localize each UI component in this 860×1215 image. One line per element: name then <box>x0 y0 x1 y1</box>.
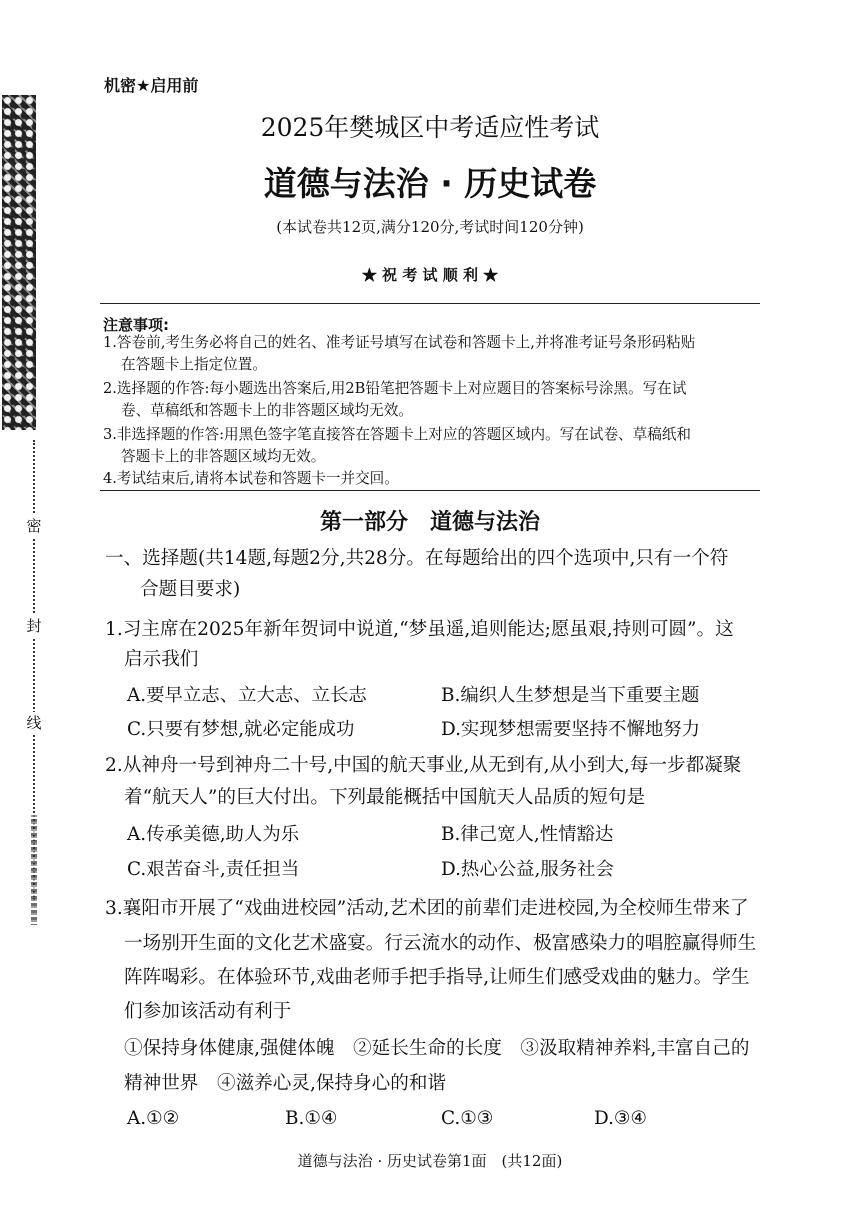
question-3-stem: 一场别开生面的文化艺术盛宴。行云流水的动作、极富感染力的唱腔赢得师生 <box>124 933 757 954</box>
paper-title: 道德与法治 · 历史试卷 <box>263 164 597 203</box>
question-2-stem: 2.从神舟一号到神舟二十号,中国的航天事业,从无到有,从小到大,每一步都凝聚 <box>105 755 742 776</box>
question-2-option-d: D.热心公益,服务社会 <box>441 859 614 880</box>
page-footer: 道德与法治 · 历史试卷第1面 (共12面) <box>297 1152 563 1170</box>
question-2-option-c: C.艰苦奋斗,责任担当 <box>127 859 300 880</box>
notice-line: 在答题卡上指定位置。 <box>121 356 267 373</box>
question-2-option-b: B.律己宽人,性情豁达 <box>441 824 614 845</box>
notice-bottom-rule <box>100 490 760 491</box>
question-1-stem: 1.习主席在2025年新年贺词中说道,“梦虽遥,追则能达;愿虽艰,持则可圆”。这 <box>105 619 734 640</box>
question-1-option-a: A.要早立志、立大志、立长志 <box>127 685 367 706</box>
notice-line: 3.非选择题的作答:用黑色签字笔直接答在答题卡上对应的答题区域内。写在试卷、草稿纸和 <box>103 426 692 443</box>
exam-title: 2025年樊城区中考适应性考试 <box>260 113 600 142</box>
question-3-option-d: D.③④ <box>594 1108 647 1129</box>
notice-line: 2.选择题的作答:每小题选出答案后,用2B铅笔把答题卡上对应题目的答案标号涂黑。写在试 <box>103 380 687 397</box>
seal-char-xian: 线 <box>24 712 44 734</box>
question-3-option-b: B.①④ <box>285 1108 338 1129</box>
question-3-stem: 精神世界 ④滋养心灵,保持身心的和谐 <box>124 1073 447 1094</box>
blessing: ★ 祝 考 试 顺 利 ★ <box>361 266 499 284</box>
notice-heading: 注意事项: <box>103 316 169 334</box>
question-3-option-c: C.①③ <box>441 1108 494 1129</box>
binding-pattern <box>2 95 36 430</box>
seal-char-feng: 封 <box>24 615 44 637</box>
binding-tail-mark <box>31 815 37 925</box>
part-title: 第一部分 道德与法治 <box>319 510 540 535</box>
notice-top-rule <box>100 303 760 304</box>
section-intro-line: 一、选择题(共14题,每题2分,共28分。在每题给出的四个选项中,只有一个符 <box>105 548 729 569</box>
question-3-stem: ①保持身体健康,强健体魄 ②延长生命的长度 ③汲取精神养料,丰富自己的 <box>124 1038 750 1059</box>
question-2-option-a: A.传承美德,助人为乐 <box>127 824 300 845</box>
notice-line: 4.考试结束后,请将本试卷和答题卡一并交回。 <box>103 470 399 487</box>
paper-info: (本试卷共12页,满分120分,考试时间120分钟) <box>276 218 584 236</box>
section-intro-line: 合题目要求) <box>140 579 241 600</box>
question-3-stem: 3.襄阳市开展了“戏曲进校园”活动,艺术团的前辈们走进校园,为全校师生带来了 <box>105 898 749 919</box>
notice-line: 卷、草稿纸和答题卡上的非答题区域均无效。 <box>121 402 413 419</box>
question-3-stem: 们参加该活动有利于 <box>124 1001 292 1022</box>
question-1-stem: 启示我们 <box>124 649 199 670</box>
question-1-option-d: D.实现梦想需要坚持不懈地努力 <box>441 719 701 740</box>
notice-line: 1.答卷前,考生务必将自己的姓名、准考证号填写在试卷和答题卡上,并将准考证号条形码粘贴 <box>103 334 696 351</box>
seal-char-mi: 密 <box>24 515 44 537</box>
question-2-stem: 着“航天人”的巨大付出。下列最能概括中国航天人品质的短句是 <box>124 787 646 808</box>
question-1-option-c: C.只要有梦想,就必定能成功 <box>127 719 355 740</box>
question-3-stem: 阵阵喝彩。在体验环节,戏曲老师手把手指导,让师生们感受戏曲的魅力。学生 <box>124 967 750 988</box>
notice-line: 答题卡上的非答题区域均无效。 <box>121 448 326 465</box>
question-3-option-a: A.①② <box>127 1108 180 1129</box>
confidential-label: 机密★启用前 <box>104 76 199 95</box>
question-1-option-b: B.编织人生梦想是当下重要主题 <box>441 685 700 706</box>
